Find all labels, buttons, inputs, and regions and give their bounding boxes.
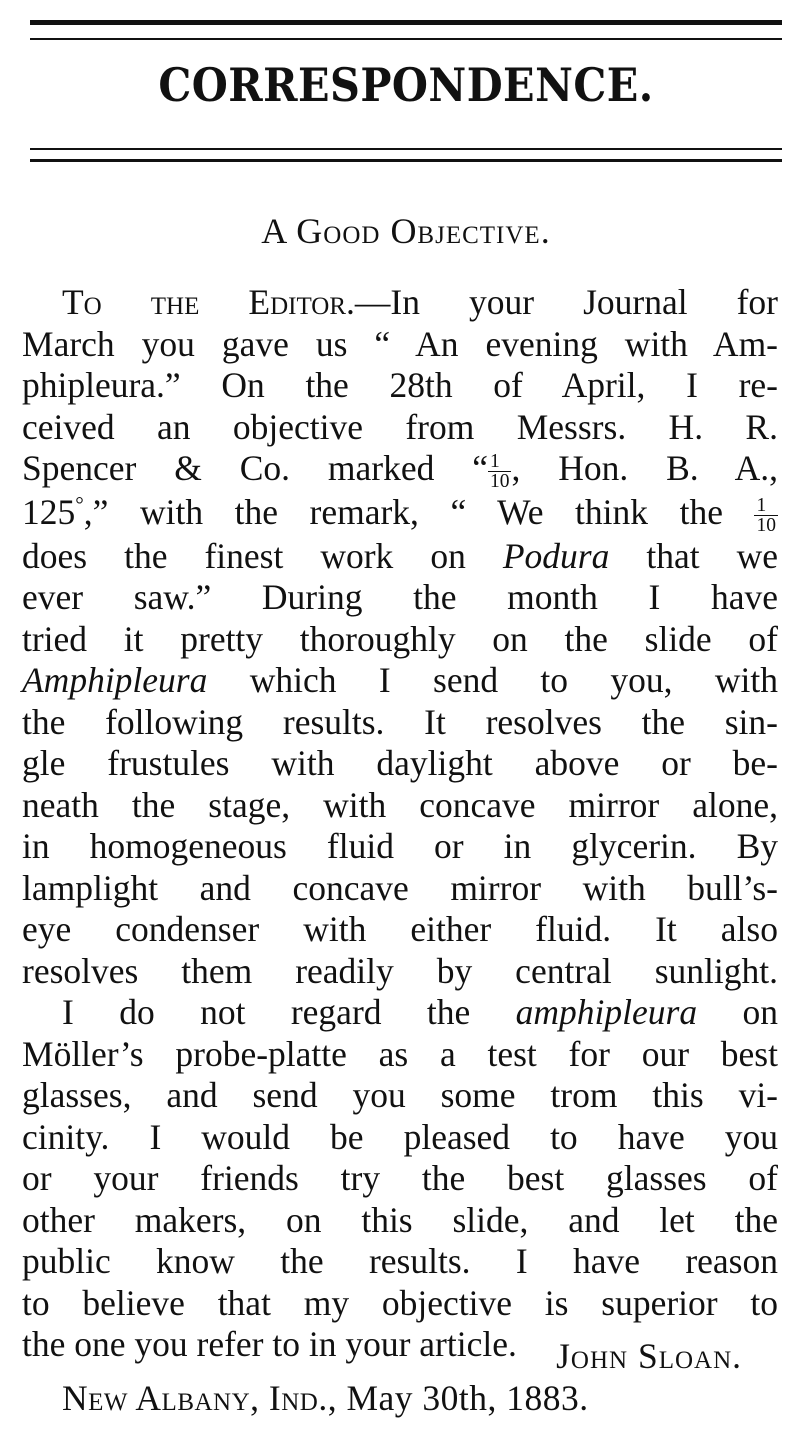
text-line: Amphipleura which I send to you, with xyxy=(22,660,778,701)
text-line: the one you refer to in your article. xyxy=(22,1324,517,1365)
middle-thick-rule xyxy=(30,159,782,162)
text-line: does the finest work on Podura that we xyxy=(22,535,778,576)
text-line: or your friends try the best glasses of xyxy=(22,1158,778,1199)
text-line: eye condenser with either fluid. It also xyxy=(22,909,778,950)
text-line: gle frustules with daylight above or be- xyxy=(22,743,778,784)
text-line: in homogeneous fluid or in glycerin. By xyxy=(22,826,778,867)
text-line: Spencer & Co. marked “ $\frac{1}{10}$ , Hon. B. A., xyxy=(22,448,778,493)
text-line: To the Editor.—In your Journal for xyxy=(62,282,778,322)
text-line: neath the stage, with concave mirror alone, xyxy=(22,784,778,825)
text-line: resolves them readily by central sunlight. xyxy=(22,950,778,991)
fraction-one-tenth: $\frac{1}{10}$ xyxy=(489,450,510,493)
text-line: cinity. I would be pleased to have you xyxy=(22,1116,778,1157)
text-line: public know the results. I have reason xyxy=(22,1241,778,1282)
text-line: ceived an objective from Messrs. H. R. xyxy=(22,406,778,447)
top-thin-rule xyxy=(30,38,782,40)
text-line: lamplight and concave mirror with bull’s- xyxy=(22,867,778,908)
text-line: glasses, and send you some trom this vi- xyxy=(22,1075,778,1116)
article-title: A Good Objective. xyxy=(261,211,551,251)
dateline xyxy=(62,1377,589,1419)
section-heading: CORRESPONDENCE. xyxy=(158,58,654,112)
text-line: tried it pretty thoroughly on the slide of xyxy=(22,618,778,659)
species-name: amphipleura xyxy=(515,992,698,1033)
text-line: phipleura.” On the 28th of April, I re- xyxy=(22,365,778,405)
degree-mark: ° xyxy=(75,492,84,517)
fraction-one-tenth: $\frac{1}{10}$ xyxy=(756,494,776,537)
dateline-place: New Albany, Ind. xyxy=(62,1378,328,1418)
middle-thin-rule xyxy=(30,148,782,150)
dateline-date: , May 30th, 1883. xyxy=(327,1378,589,1418)
text-line: other makers, on this slide, and let the xyxy=(22,1199,778,1240)
letter-body xyxy=(22,282,778,1366)
top-thick-rule xyxy=(30,20,782,25)
text-line: Möller’s probe-platte as a test for our best xyxy=(22,1033,778,1074)
species-name: Podura xyxy=(502,535,610,576)
salutation: To the Editor. xyxy=(62,282,355,322)
text-line: to believe that my objective is superior to xyxy=(22,1282,778,1323)
text-line: I do not regard the amphipleura on xyxy=(62,992,778,1033)
species-name: Amphipleura xyxy=(22,660,208,701)
text-line: 125°,” with the remark, “ We think the $\frac{1}{10}$ xyxy=(22,491,776,537)
text-line: the following results. It resolves the sin- xyxy=(22,701,778,742)
text-line: March you gave us “ An evening with Am- xyxy=(22,323,778,364)
signature: John Sloan. xyxy=(556,1336,742,1376)
text-line: ever saw.” During the month I have xyxy=(22,577,778,618)
